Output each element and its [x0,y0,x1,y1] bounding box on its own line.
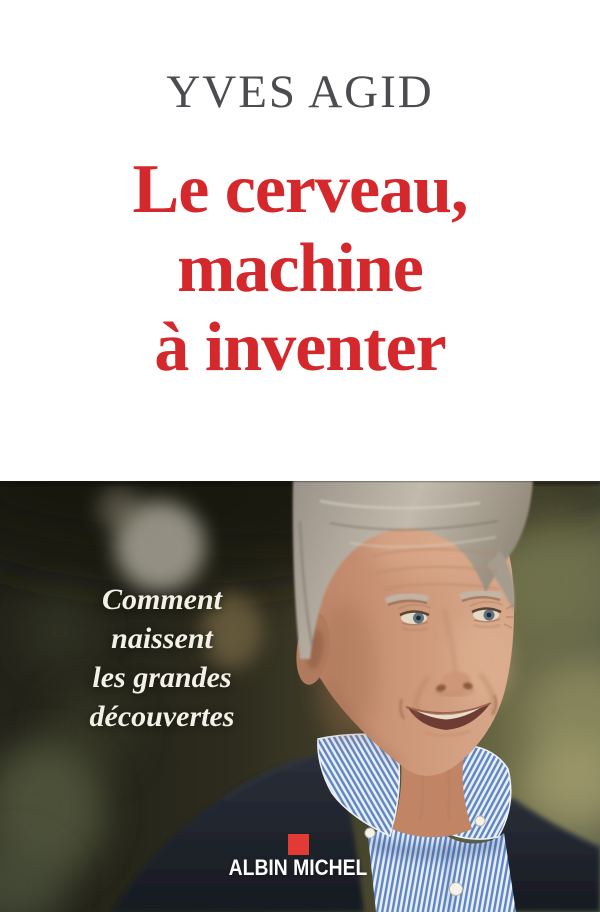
tagline-line-2: naissent [111,622,213,655]
title-line-1: Le cerveau, [132,151,468,228]
publisher-red-square-icon [288,834,309,855]
shirt-button [450,883,463,896]
tagline-line-4: découvertes [89,700,235,733]
author-name: YVES AGID [166,66,434,118]
collar-button-right [475,816,485,826]
collar-button-left [365,828,375,838]
tagline-line-1: Comment [101,583,222,616]
title-line-2: machine [177,230,423,307]
tagline [28,580,296,736]
book-title [0,150,600,387]
publisher-name: ALBIN MICHEL [228,855,368,880]
tagline-line-3: les grandes [92,661,232,694]
title-line-3: à inventer [154,309,446,386]
